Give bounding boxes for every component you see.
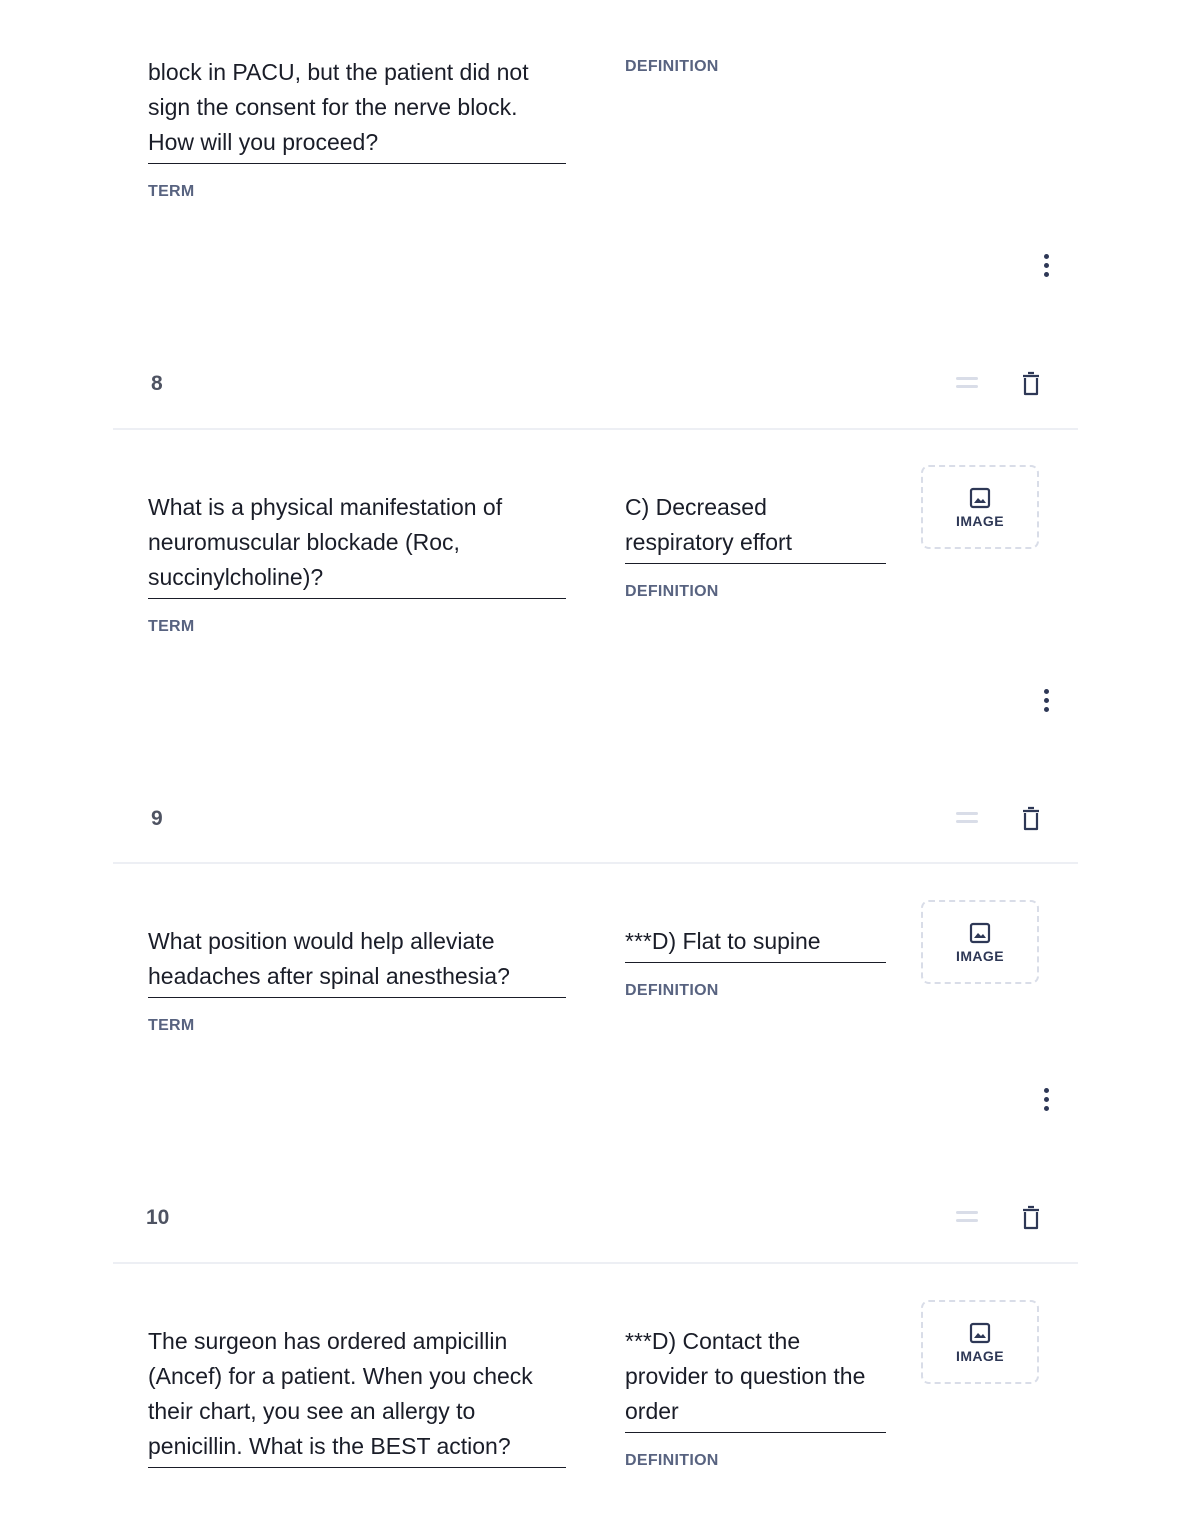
more-options-icon[interactable]	[1041, 1088, 1051, 1118]
card-number: 10	[146, 1206, 170, 1229]
card-separator	[113, 1262, 1078, 1264]
term-input[interactable]: The surgeon has ordered ampicillin (Ancef) for a patient. When you check their chart, you see an allergy to penicillin. What is the BEST action?	[148, 1328, 533, 1459]
add-image-button[interactable]	[921, 1300, 1039, 1384]
drag-handle-icon[interactable]	[956, 1211, 978, 1225]
add-image-button[interactable]	[921, 465, 1039, 549]
more-options-icon[interactable]	[1041, 254, 1051, 284]
definition-label: DEFINITION	[625, 982, 719, 999]
more-options-icon[interactable]	[1041, 689, 1051, 719]
add-image-button[interactable]	[921, 900, 1039, 984]
definition-input[interactable]: ***D) Flat to supine	[625, 928, 821, 954]
term-underline	[148, 1467, 566, 1468]
term-underline	[148, 997, 566, 998]
drag-handle-icon[interactable]	[956, 377, 978, 391]
definition-input[interactable]: C) Decreased respiratory effort	[625, 494, 793, 555]
definition-underline	[625, 1432, 886, 1433]
term-label: TERM	[148, 618, 195, 635]
trash-icon[interactable]	[1020, 1205, 1042, 1231]
definition-input[interactable]: ***D) Contact the provider to question the order	[625, 1328, 866, 1424]
image-label: IMAGE	[956, 1348, 1004, 1364]
card-number: 8	[151, 372, 163, 395]
term-input[interactable]: What position would help alleviate headaches after spinal anesthesia?	[148, 928, 510, 989]
definition-label: DEFINITION	[625, 1452, 719, 1469]
definition-label: DEFINITION	[625, 58, 719, 75]
term-input[interactable]: block in PACU, but the patient did not sign the consent for the nerve block. How will you proceed?	[148, 59, 529, 155]
card-separator	[113, 428, 1078, 430]
card-number: 9	[151, 807, 163, 830]
image-icon	[969, 487, 991, 509]
definition-underline	[625, 563, 886, 564]
definition-label: DEFINITION	[625, 583, 719, 600]
image-label: IMAGE	[956, 513, 1004, 529]
card-separator	[113, 862, 1078, 864]
term-underline	[148, 163, 566, 164]
term-label: TERM	[148, 1017, 195, 1034]
image-icon	[969, 1322, 991, 1344]
term-label: TERM	[148, 183, 195, 200]
trash-icon[interactable]	[1020, 371, 1042, 397]
image-icon	[969, 922, 991, 944]
definition-underline	[625, 962, 886, 963]
term-underline	[148, 598, 566, 599]
drag-handle-icon[interactable]	[956, 812, 978, 826]
trash-icon[interactable]	[1020, 806, 1042, 832]
image-label: IMAGE	[956, 948, 1004, 964]
term-input[interactable]: What is a physical manifestation of neuromuscular blockade (Roc, succinylcholine)?	[148, 494, 503, 590]
